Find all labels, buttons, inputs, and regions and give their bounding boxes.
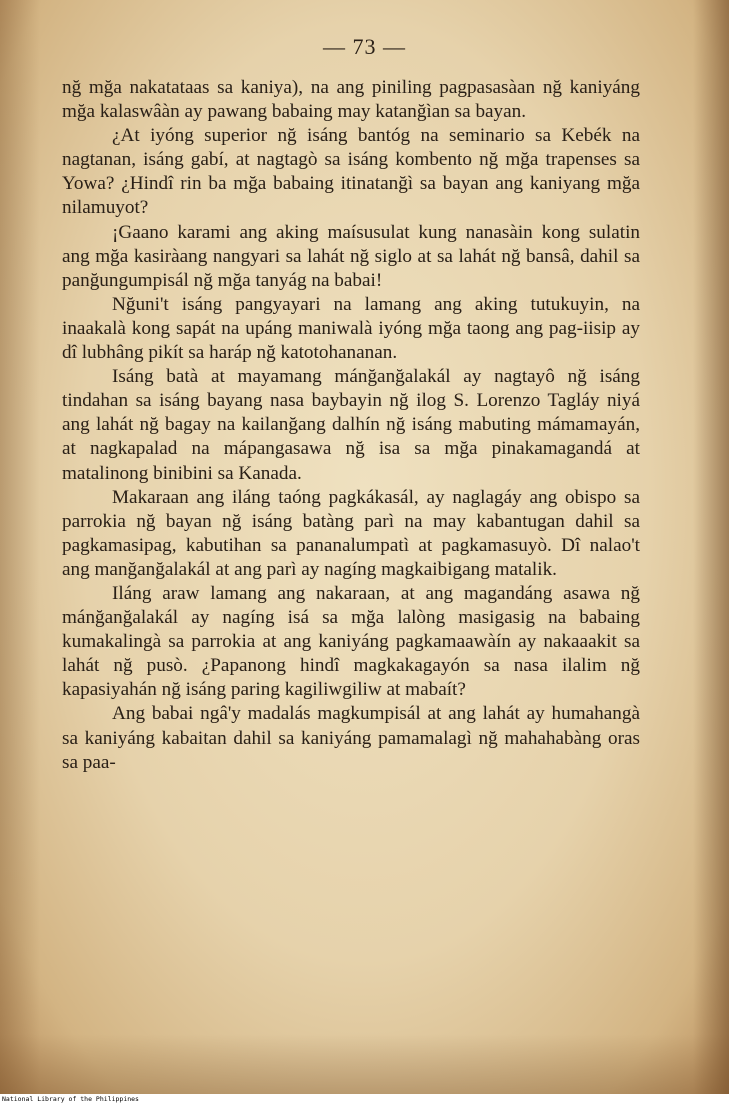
paragraph-7: Iláng araw lamang ang nakaraan, at ang magandáng asawa nğ mánğanğalakál ay nagíng isá sa mğa lalòng masigasig na babaing kumakalingà sa parrokia at ang kaniyáng pagkamaawàín ay nakaaakit sa lahát nğ pusò. ¿Papanong hindî magkakagayón sa nasa ilalim nğ kapasiyahán nğ isáng paring kagiliwgiliw at mabaít? [62,582,640,701]
page-edge-shadow-left [0,0,40,1094]
page-number: — 73 — [323,34,406,59]
page-edge-shadow-bottom [0,1034,729,1094]
paragraph-8: Ang babai ngâ'y madalás magkumpisál at ang lahát ay humahangà sa kaniyáng kabaitan dahil sa kaniyáng pamamalagì nğ mahahabàng oras sa paa- [62,703,640,773]
paragraph-1: nğ mğa nakatataas sa kaniya), na ang piniling pagpasasàan nğ kaniyáng mğa kalaswâàn ay pawang babaing may katanğìan sa bayan. [62,77,640,123]
body-text [62,76,640,775]
library-credit: National Library of the Philippines [2,1095,139,1103]
paragraph-5: Isáng batà at mayamang mánğanğalakál ay nagtayô nğ isáng tindahan sa isáng bayang nasa baybayin nğ ilog S. Lorenzo Tagláy niyá ang lahát nğ bagay na kailanğang dalhín nğ isáng mabuting mámamayán, at nagkapalad na mápangasawa nğ isa sa mğa pinakamagandá at matalinong binibini sa Kanada. [62,366,640,484]
paragraph-4: Nğuni't isáng pangyayari na lamang ang aking tutukuyin, na inaakalà kong sapát na upáng maniwalà iyóng mğa taong ang pag-iisip ay dî lubhâng pikít sa haráp nğ katotohananan. [62,293,640,364]
page-edge-shadow-right [693,0,729,1094]
paragraph-3: ¡Gaano karami ang aking maísusulat kung nanasàin kong sulatin ang mğa kasiràang nangyari sa lahát nğ siglo at sa lahát nğ bansâ, dahil sa panğungumpisál nğ mğa tanyág na babai! [62,221,640,291]
paragraph-6: Makaraan ang iláng taóng pagkákasál, ay naglagáy ang obispo sa parrokia nğ bayan nğ isáng batàng parì na may kabantugan dahil sa pagkamasipag, kabutihan sa pananalumpatì at pagkamasuyò. Dî nalao't ang manğanğalakál at ang parì ay nagíng magkaibigang matalik. [62,486,640,580]
paragraph-2: ¿At iyóng superior nğ isáng bantóg na seminario sa Kebék na nagtanan, isáng gabí, at nagtagò sa isáng kombento nğ mğa trapenses sa Yowa? ¿Hindî rin ba mğa babaing itinatanğì sa bayan ang kaniyang mğa nilamuyot? [62,125,640,219]
